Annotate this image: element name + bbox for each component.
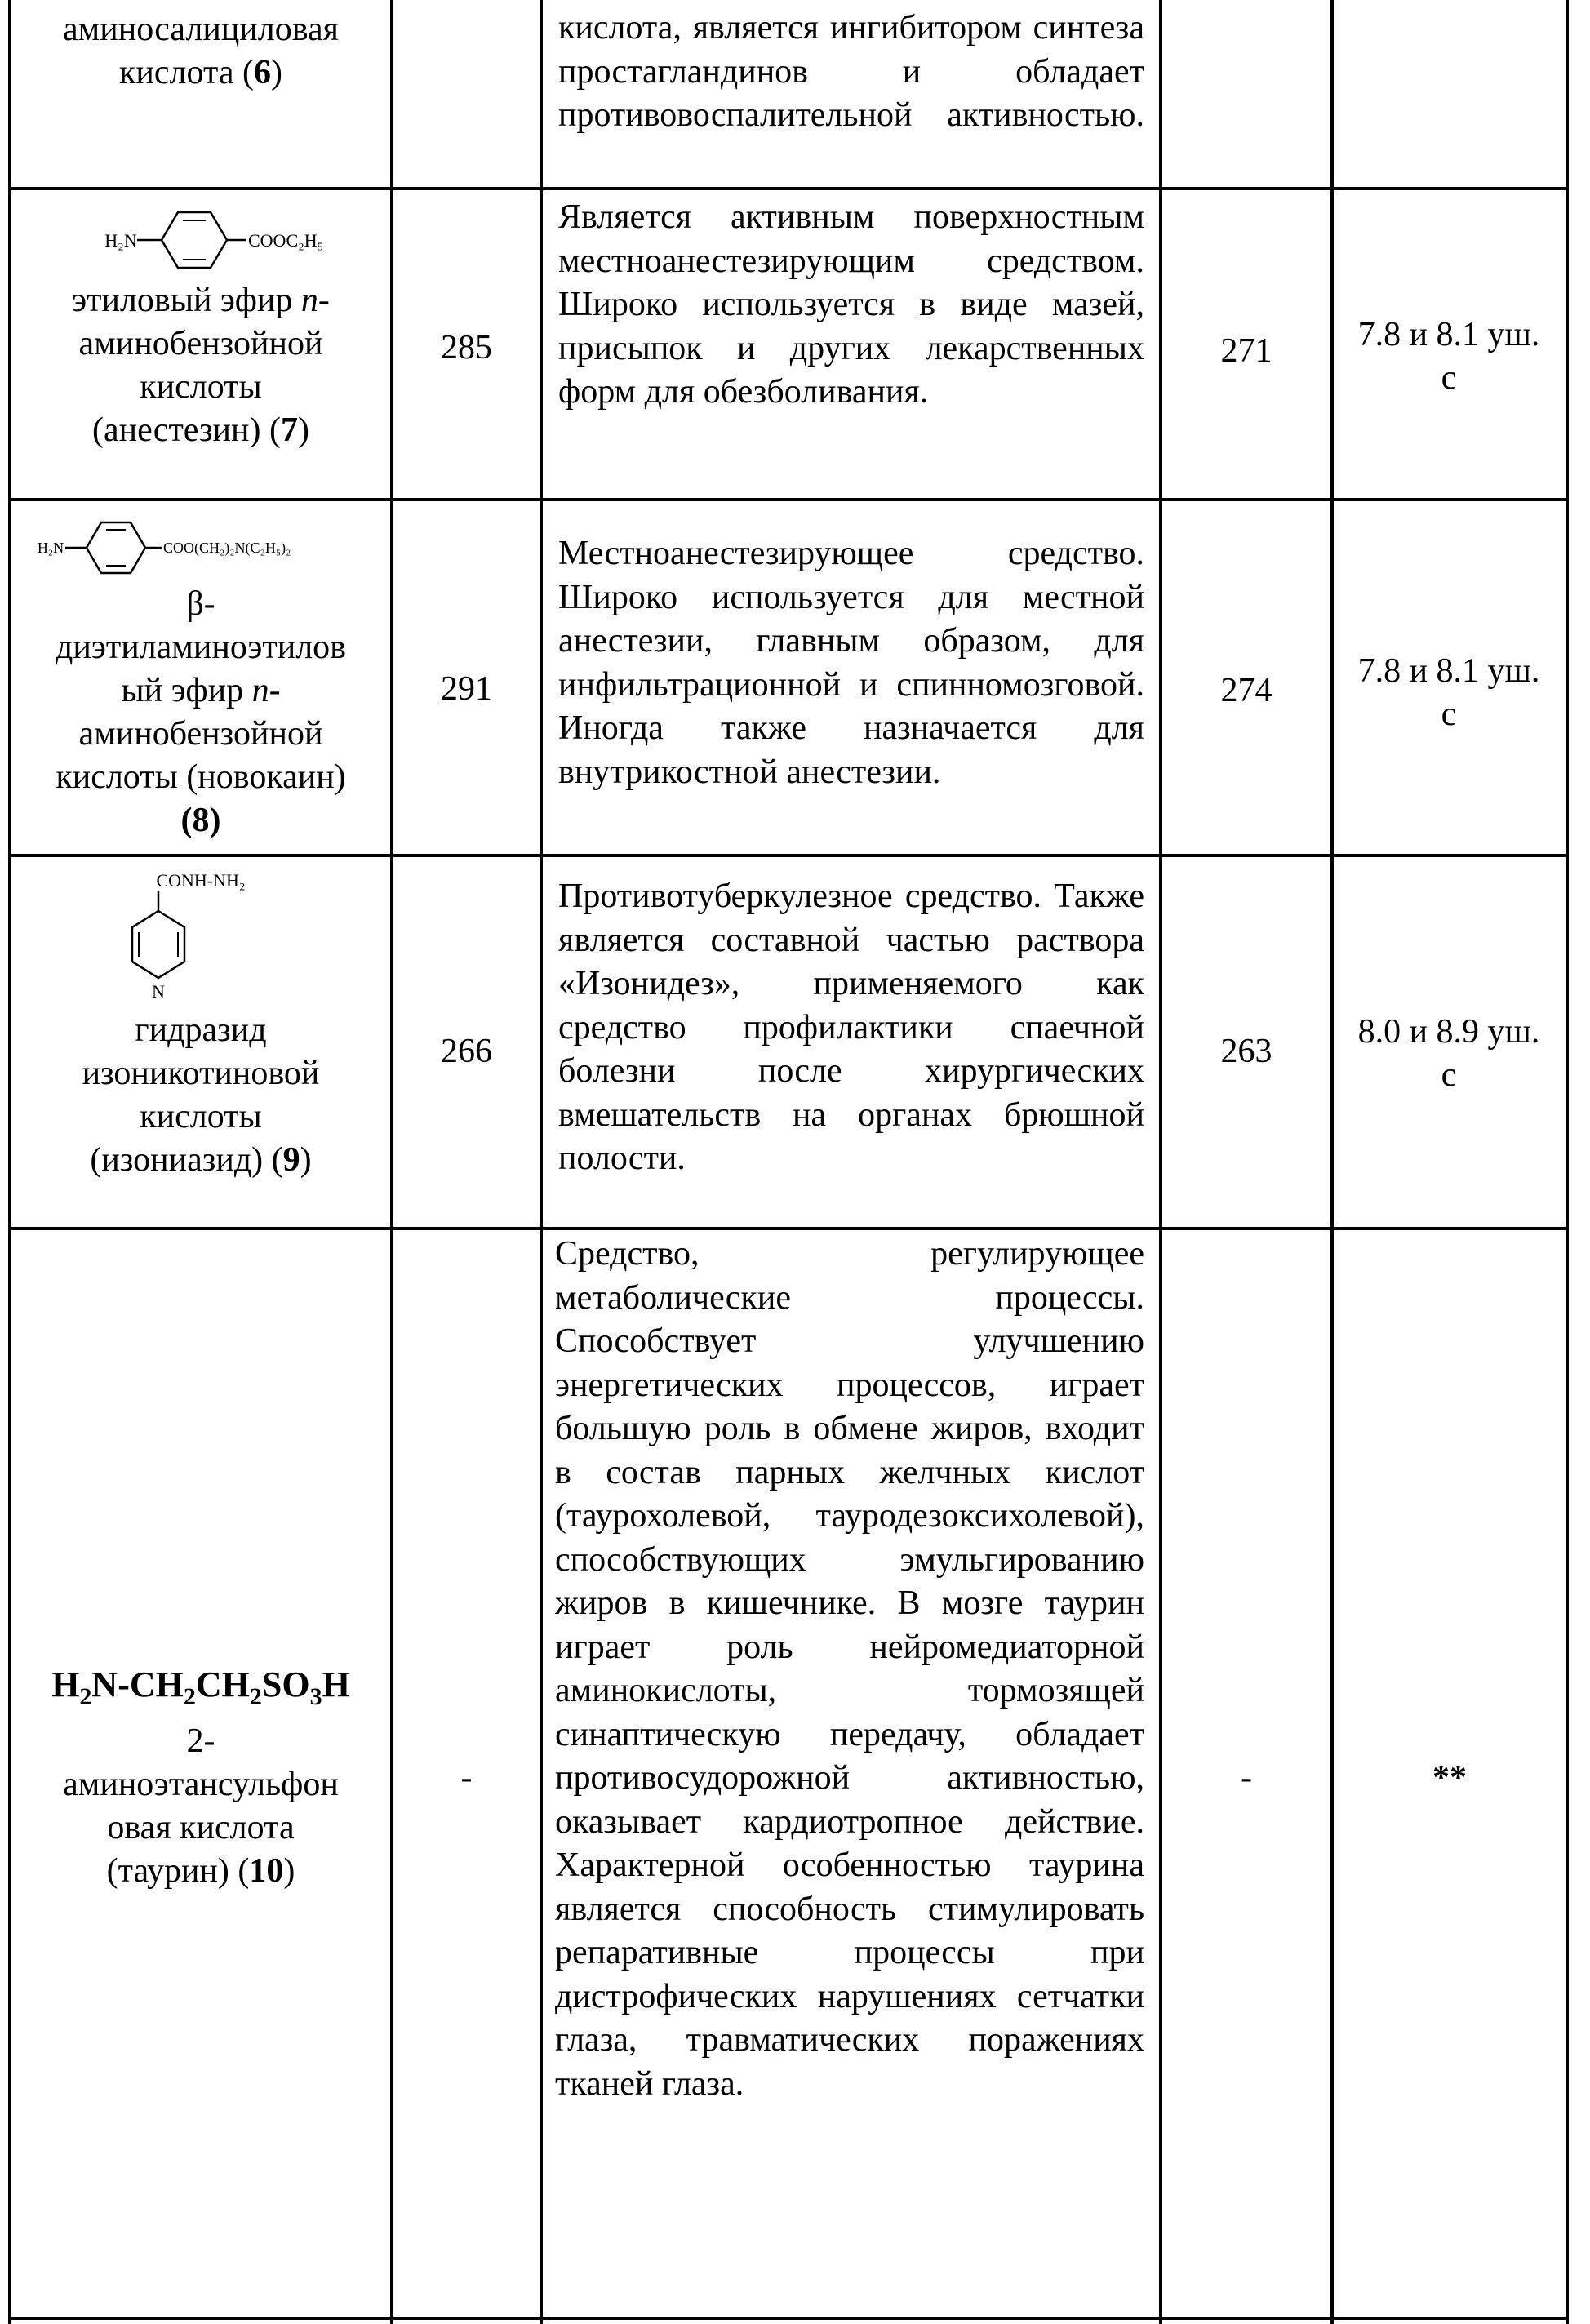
compound-number: 9	[282, 1141, 300, 1179]
description-cell: Является активным поверхностным местноанестезирующим средством. Широко используется в виде мазей, присыпок и других лекарственных форм для обезболивания.	[558, 198, 1144, 411]
table-column-divider	[540, 0, 543, 2324]
benzene-ring-icon	[21, 504, 380, 586]
nmr-signal: 7.8 и 8.1 уш. с	[1357, 316, 1540, 397]
melting-point-1: 266	[441, 1033, 492, 1070]
table-row-divider	[8, 1227, 1569, 1230]
table-row-divider	[8, 498, 1569, 501]
nmr-signal: 7.8 и 8.1 уш. с	[1357, 652, 1540, 733]
melting-point-2: 274	[1220, 672, 1272, 709]
melting-point-2: 263	[1220, 1033, 1272, 1070]
melting-point-1: 291	[441, 670, 492, 708]
compound-name: 2- аминоэтансульфон овая кислота (таурин) (10)	[63, 1722, 339, 1890]
table-border-bottom	[8, 2317, 1569, 2320]
melting-point-1: 285	[441, 329, 492, 367]
svg-text:H₂N: H₂N	[104, 230, 137, 251]
table-row-divider	[8, 854, 1569, 857]
compound-number: 6	[253, 54, 271, 91]
table-row	[11, 1662, 390, 1893]
compound-name: этиловый эфир n- аминобензойной кислоты (анестезин) (7)	[72, 282, 330, 449]
nmr-signal: **	[1432, 1759, 1467, 1797]
compound-name: аминосалициловая кислота (6)	[63, 11, 339, 91]
nmr-signal: 8.0 и 8.9 уш. с	[1357, 1013, 1540, 1094]
svg-text:COO(CH₂)₂N(C₂H₅)₂: COO(CH₂)₂N(C₂H₅)₂	[163, 540, 291, 556]
chemical-formula: $H_2N-CH_2CH_2SO_3H$	[51, 1664, 350, 1710]
compound-number: 7	[280, 411, 298, 449]
melting-point-1: -	[460, 1759, 473, 1797]
svg-text:N: N	[152, 981, 165, 1002]
table-row	[11, 193, 390, 452]
compound-name: гидразид изоникотиновой кислоты (изониазид) (9)	[82, 1011, 320, 1179]
table-column-divider	[1330, 0, 1334, 2324]
svg-text:CONH-NH₂: CONH-NH₂	[156, 870, 246, 891]
svg-text:H₂N: H₂N	[37, 540, 64, 556]
table-row	[11, 504, 390, 842]
melting-point-2: -	[1241, 1759, 1252, 1797]
description-cell: Средство, регулирующее метаболические процессы. Способствует улучшению энергетических процессов, играет большую роль в обмене жиров, входит в состав парных желчных кислот (таурохолевой, тауродезоксихолевой), способствующих эмульгированию жиров в кишечнике. В мозге таурин играет роль нейромедиаторной аминокислоты, тормозящей синаптическую передачу, обладает противосудорожной активностью, оказывает кардиотропное действие. Характерной особенностью таурина является способность стимулировать репаративные процессы при дистрофических нарушениях сетчатки глаза, травматических поражениях тканей глаза.	[555, 1235, 1144, 2103]
description-cell: Противотуберкулезное средство. Также является составной частью раствора «Изонидез», применяемого как средство профилактики спаечной болезни после хирургических вмешательств на органах брюшной полости.	[558, 878, 1144, 1177]
description-cell: кислота, является ингибитором синтеза простагландинов и обладает противовоспалительной активностью.	[558, 9, 1144, 134]
table-row-divider	[8, 187, 1569, 190]
table-border-right	[1566, 0, 1569, 2324]
pyridine-ring-icon	[103, 862, 299, 1009]
melting-point-2: 271	[1220, 332, 1272, 370]
compound-number: 10	[249, 1851, 284, 1890]
compound-name: β- диэтиламиноэтилов ый эфир n- аминобензойной кислоты (новокаин) (8)	[56, 585, 346, 839]
table-row	[11, 862, 390, 1182]
benzene-ring-icon	[54, 193, 348, 282]
description-cell: Местноанестезирующее средство. Широко используется для местной анестезии, главным образом, для инфильтрационной и спинномозговой. Иногда также назначается для внутрикостной анестезии.	[558, 535, 1144, 791]
compound-number: (8)	[180, 802, 221, 839]
table-row	[11, 8, 390, 95]
svg-text:COOC₂H₅: COOC₂H₅	[248, 230, 324, 251]
